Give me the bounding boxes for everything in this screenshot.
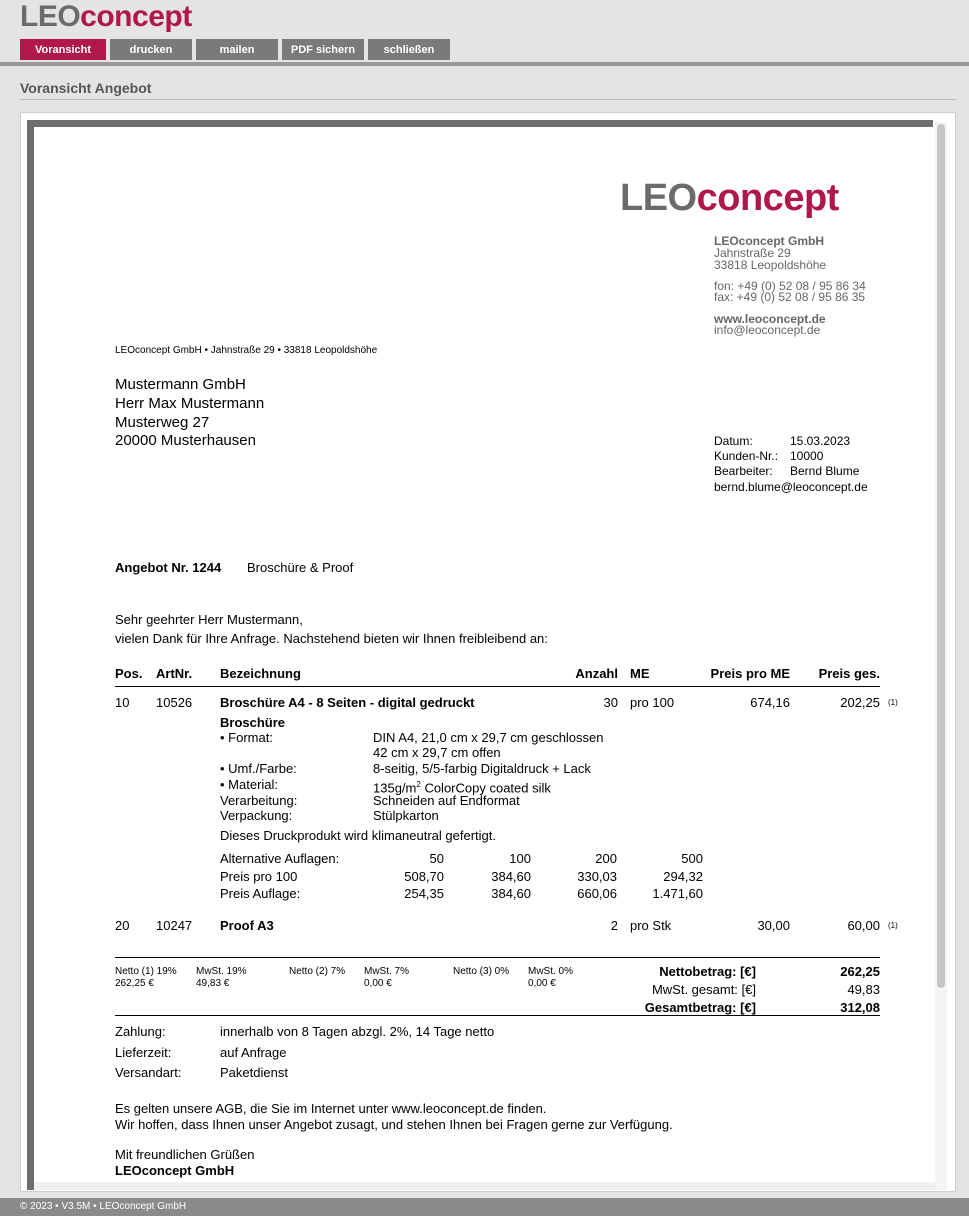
offer-number: Angebot Nr. 1244	[115, 560, 222, 575]
payment-value: innerhalb von 8 Tagen abzgl. 2%, 14 Tage netto	[220, 1024, 495, 1039]
item-unit: pro 100	[630, 695, 675, 710]
net-1-label: Netto (1) 19%	[115, 966, 177, 977]
net-1-value: 262,25 €	[115, 978, 154, 989]
gross-total-label: Gesamtbetrag: [€]	[644, 1000, 756, 1015]
item-pos: 20	[115, 918, 130, 933]
price-per-100-label: Preis pro 100	[220, 869, 298, 884]
item-quantity: 2	[610, 918, 618, 933]
spec-packaging-label: Verpackung:	[220, 808, 293, 823]
spec-material-weight: 135g/m	[373, 780, 417, 796]
item-unit: pro Stk	[630, 918, 672, 933]
price-run-3: 660,06	[577, 886, 617, 901]
item-pos: 10	[115, 695, 130, 710]
table-header-rule	[115, 686, 880, 687]
spec-format-closed: DIN A4, 21,0 cm x 29,7 cm geschlossen	[373, 730, 604, 745]
price-per-100-2: 384,60	[491, 869, 531, 884]
spec-material-sup: 2	[416, 780, 421, 789]
logo-part-leo: LEO	[20, 0, 81, 33]
logo-part-concept: concept	[80, 0, 192, 33]
vat-total-label: MwSt. gesamt: [€]	[651, 982, 756, 997]
company-website: www.leoconcept.de	[714, 312, 826, 326]
editor-label: Bearbeiter:	[714, 464, 773, 478]
delivery-label: Lieferzeit:	[115, 1045, 172, 1060]
payment-label: Zahlung:	[115, 1024, 166, 1039]
offer-subject: Broschüre & Proof	[247, 560, 354, 575]
offer-document	[34, 127, 934, 1182]
price-run-1: 254,35	[404, 886, 444, 901]
col-unit-price: Preis pro ME	[710, 666, 790, 681]
item-total: 202,25	[840, 695, 880, 710]
sender-line: LEOconcept GmbH • Jahnstraße 29 • 33818 Leopoldshöhe	[115, 345, 378, 356]
editor-email: bernd.blume@leoconcept.de	[714, 480, 868, 494]
vat-3-value: 0,00 €	[528, 978, 556, 989]
item-quantity: 30	[603, 695, 618, 710]
item-artnr: 10526	[156, 695, 193, 710]
page-title: Voransicht Angebot	[20, 80, 152, 96]
alt-qty-2: 100	[509, 851, 531, 866]
spec-format-label: • Format:	[220, 730, 273, 745]
doc-logo-part-concept: concept	[696, 177, 839, 219]
col-total: Preis ges.	[818, 666, 880, 681]
company-city: 33818 Leopoldshöhe	[714, 258, 827, 272]
net-total-value: 262,25	[840, 964, 880, 979]
editor-value: Bernd Blume	[790, 464, 860, 478]
company-email: info@leoconcept.de	[714, 323, 821, 337]
spec-packaging: Stülpkarton	[373, 808, 439, 823]
climate-note: Dieses Druckprodukt wird klimaneutral gefertigt.	[220, 828, 496, 843]
spec-format-open: 42 cm x 29,7 cm offen	[373, 745, 501, 760]
net-3-label: Netto (3) 0%	[453, 966, 510, 977]
salutation: Sehr geehrter Herr Mustermann,	[115, 612, 303, 627]
date-label: Datum:	[714, 434, 753, 448]
footer: © 2023 • V3.5M • LEOconcept GmbH	[0, 1198, 969, 1216]
col-pos: Pos.	[115, 666, 143, 681]
spec-material-name: ColorCopy coated silk	[420, 780, 551, 796]
document-top-border	[27, 120, 933, 127]
recipient-person: Herr Max Mustermann	[115, 395, 265, 412]
totals-rule	[115, 957, 880, 958]
vat-1-value: 49,83 €	[196, 978, 230, 989]
vat-2-label: MwSt. 7%	[364, 966, 410, 977]
price-run-2: 384,60	[491, 886, 531, 901]
spec-color: 8-seitig, 5/5-farbig Digitaldruck + Lack	[373, 761, 591, 776]
col-description: Bezeichnung	[220, 666, 301, 681]
col-artnr: ArtNr.	[156, 666, 193, 681]
item-unit-price: 30,00	[757, 918, 790, 933]
col-unit: ME	[630, 666, 650, 681]
mail-button[interactable]: mailen	[196, 39, 278, 60]
title-divider	[20, 99, 956, 100]
vertical-scrollbar-thumb[interactable]	[937, 124, 945, 988]
date-value: 15.03.2023	[790, 434, 851, 448]
item-subtitle: Broschüre	[220, 715, 286, 730]
item-tax-code: (1)	[888, 921, 898, 930]
doc-logo-part-leo: LEO	[620, 177, 697, 219]
preview-button[interactable]: Voransicht	[20, 39, 106, 60]
company-street: Jahnstraße 29	[714, 246, 791, 260]
item-title: Proof A3	[220, 918, 274, 933]
intro-text: vielen Dank für Ihre Anfrage. Nachstehend bieten wir Ihnen freibleibend an:	[115, 631, 548, 646]
item-title: Broschüre A4 - 8 Seiten - digital gedruckt	[220, 695, 475, 710]
vat-3-label: MwSt. 0%	[528, 966, 574, 977]
spec-processing: Schneiden auf Endformat	[373, 793, 520, 808]
vat-1-label: MwSt. 19%	[196, 966, 247, 977]
vat-total-value: 49,83	[847, 982, 880, 997]
customer-no-label: Kunden-Nr.:	[714, 449, 779, 463]
company-phone: fon: +49 (0) 52 08 / 95 86 34	[714, 279, 866, 293]
net-2-label: Netto (2) 7%	[289, 966, 346, 977]
spec-color-label: • Umf./Farbe:	[220, 761, 297, 776]
shipping-value: Paketdienst	[220, 1065, 288, 1080]
item-total: 60,00	[847, 918, 880, 933]
item-artnr: 10247	[156, 918, 193, 933]
alt-quantities-label: Alternative Auflagen:	[220, 851, 340, 866]
footer-rule	[115, 1015, 880, 1016]
col-quantity: Anzahl	[575, 666, 618, 681]
price-per-100-3: 330,03	[577, 869, 617, 884]
alt-qty-1: 50	[429, 851, 444, 866]
net-total-label: Nettobetrag: [€]	[659, 964, 756, 979]
closing-text: Wir hoffen, dass Ihnen unser Angebot zusagt, und stehen Ihnen bei Fragen gerne zur Verfügung.	[115, 1117, 673, 1132]
print-button[interactable]: drucken	[110, 39, 192, 60]
close-button[interactable]: schließen	[368, 39, 450, 60]
item-unit-price: 674,16	[750, 695, 790, 710]
recipient-city: 20000 Musterhausen	[115, 432, 256, 449]
recipient-street: Musterweg 27	[115, 414, 210, 431]
vat-2-value: 0,00 €	[364, 978, 392, 989]
customer-no-value: 10000	[790, 449, 824, 463]
price-run-4: 1.471,60	[652, 886, 703, 901]
spec-processing-label: Verarbeitung:	[220, 793, 298, 808]
toolbar	[20, 39, 450, 60]
signature: LEOconcept GmbH	[115, 1163, 235, 1178]
price-per-100-4: 294,32	[663, 869, 703, 884]
alt-qty-4: 500	[681, 851, 703, 866]
spec-material-label: • Material:	[220, 777, 279, 792]
horizontal-scrollbar-track[interactable]	[34, 1182, 935, 1190]
item-tax-code: (1)	[888, 698, 898, 707]
document-left-border	[27, 120, 34, 1190]
company-name: LEOconcept GmbH	[714, 234, 825, 248]
gross-total-value: 312,08	[840, 1000, 880, 1015]
document-logo	[620, 179, 839, 217]
save-pdf-button[interactable]: PDF sichern	[282, 39, 364, 60]
recipient-company: Mustermann GmbH	[115, 376, 246, 393]
regards: Mit freundlichen Grüßen	[115, 1147, 255, 1162]
price-run-label: Preis Auflage:	[220, 886, 301, 901]
price-per-100-1: 508,70	[404, 869, 444, 884]
app-logo	[20, 2, 192, 32]
shipping-label: Versandart:	[115, 1065, 182, 1080]
delivery-value: auf Anfrage	[220, 1045, 287, 1060]
header-divider	[0, 62, 969, 66]
agb-note: Es gelten unsere AGB, die Sie im Internet unter www.leoconcept.de finden.	[115, 1101, 547, 1116]
company-fax: fax: +49 (0) 52 08 / 95 86 35	[714, 290, 866, 304]
alt-qty-3: 200	[595, 851, 617, 866]
